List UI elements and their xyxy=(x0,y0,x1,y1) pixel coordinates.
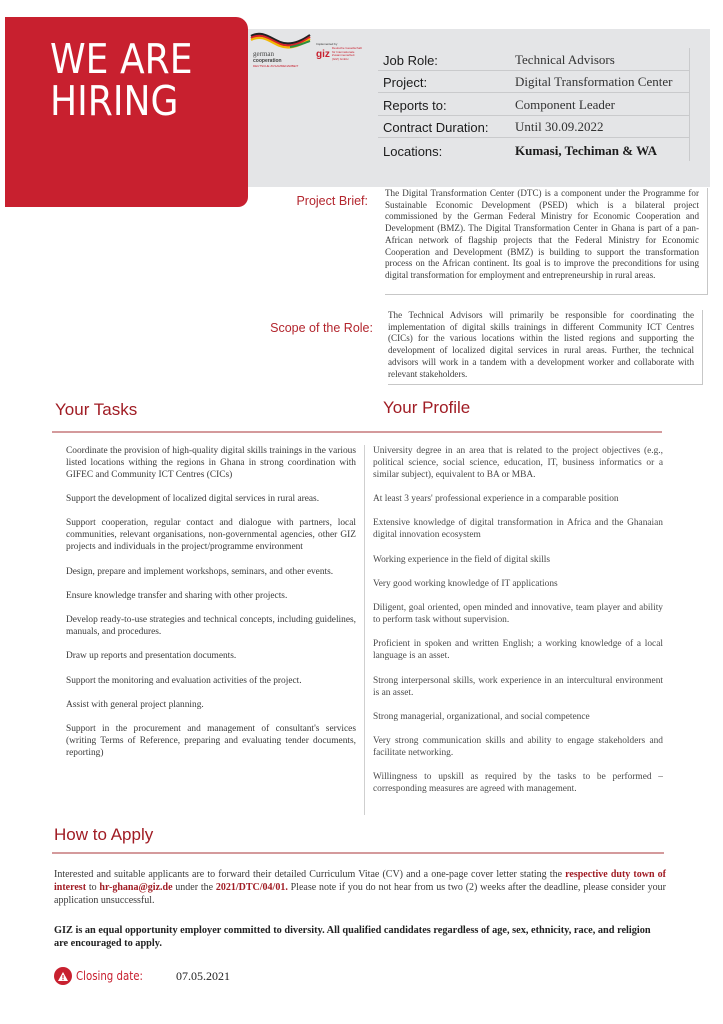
info-row-reports-to xyxy=(378,93,690,116)
info-row-contract-duration xyxy=(378,116,690,139)
info-row-job-role xyxy=(378,48,690,71)
section-divider xyxy=(52,431,662,433)
task-item: Design, prepare and implement workshops, seminars, and other events. xyxy=(66,566,334,577)
profile-list xyxy=(373,446,663,809)
task-item: Support the monitoring and evaluation activities of the project. xyxy=(66,675,302,686)
task-item: Assist with general project planning. xyxy=(66,699,204,710)
german-cooperation-flag-icon xyxy=(250,32,312,50)
project-brief-label: Project Brief: xyxy=(296,194,368,208)
info-value: Until 30.09.2022 xyxy=(515,119,604,135)
closing-date-value: 07.05.2021 xyxy=(176,968,230,983)
info-value: Digital Transformation Center xyxy=(515,74,673,90)
giz-implemented-by: Implemented by xyxy=(316,42,338,46)
project-brief-text: The Digital Transformation Center (DTC) is a component under the Programme for Sustainable Economic Development (PSED) which is a bilateral project commissioned by the German Federal Ministry for Economic Cooperation and Development (BMZ). The Digital Transformation Center in Ghana is part of a pan-African network of flagship projects that the Federal Ministry for Economic Cooperation and Development (BMZ) is building to support the transformation process on the African continent. Its goal is to improve the preconditions for using digital transformation for employment and entrepreneurship in rural areas. xyxy=(385,188,708,295)
apply-text: Please note if you do not hear from us two (2) weeks after the deadline, please consider your application unsuccessful. xyxy=(54,881,666,906)
apply-heading: How to Apply xyxy=(54,825,154,844)
apply-text: Interested and suitable applicants are to forward their detailed Curriculum Vitae (CV) and a one-page cover letter stating the xyxy=(54,869,566,880)
info-row-locations xyxy=(378,138,690,161)
logo-text-deutsche: DEUTSCHE ZUSAMMENARBEIT xyxy=(253,64,299,68)
giz-logo-row xyxy=(316,47,368,61)
task-item: Support in the procurement and management of consultant's services (writing Terms of Reference, preparing and evaluating tender documents, reporting) xyxy=(66,724,356,759)
giz-logo-block xyxy=(316,42,368,61)
profile-item: Willingness to upskill as required by the tasks to be performed – corresponding measures are agreed with management. xyxy=(373,772,663,795)
info-label: Reports to: xyxy=(383,97,447,113)
tasks-list xyxy=(66,446,356,772)
apply-text: under the xyxy=(172,881,216,893)
hiring-headline xyxy=(50,35,193,125)
task-item: Draw up reports and presentation documents. xyxy=(66,651,237,662)
logo-text-cooperation: cooperation xyxy=(253,58,282,64)
profile-item: Working experience in the field of digital skills xyxy=(373,554,551,565)
scope-label: Scope of the Role: xyxy=(270,321,373,335)
column-divider xyxy=(364,445,365,815)
email-link[interactable]: hr-ghana@giz.de xyxy=(99,881,173,893)
info-label: Contract Duration: xyxy=(383,120,489,136)
headline-line-1: WE ARE xyxy=(50,35,193,83)
german-cooperation-logo xyxy=(253,51,298,68)
giz-subtitle: Deutsche Gesellschaft für Internationale Zusammenarbeit (GIZ) GmbH xyxy=(331,46,362,61)
headline-line-2: HIRING xyxy=(50,77,179,125)
profile-item: University degree in an area that is related to the project objectives (e.g., political science, social science, education, IT, business informatics or a similar subject), equivalent to BA or MBA. xyxy=(373,446,663,480)
giz-logo: giz xyxy=(316,48,330,60)
profile-item: Very good working knowledge of IT applications xyxy=(373,578,558,589)
task-item: Support the development of localized digital services in rural areas. xyxy=(66,494,320,505)
apply-text: to xyxy=(86,881,100,893)
warning-icon xyxy=(54,967,72,985)
logo-text-german: german xyxy=(253,50,274,58)
info-label: Locations: xyxy=(383,143,443,159)
info-value: Kumasi, Techiman & WA xyxy=(515,142,658,158)
partner-logos xyxy=(248,30,368,76)
profile-heading: Your Profile xyxy=(383,398,471,417)
profile-item: Proficient in spoken and written English; a working knowledge of a local language is an asset. xyxy=(373,639,663,662)
profile-item: Diligent, goal oriented, open minded and innovative, team player and ability to perform task without supervision. xyxy=(373,603,663,626)
profile-item: Extensive knowledge of digital transformation in Africa and the Ghanaian digital innovation ecosystem xyxy=(373,518,663,541)
apply-instructions xyxy=(54,869,666,907)
profile-item: At least 3 years' professional experience in a comparable position xyxy=(373,494,619,505)
info-label: Job Role: xyxy=(383,52,438,68)
closing-date-label: Closing date: xyxy=(76,969,143,983)
info-value: Technical Advisors xyxy=(515,51,615,67)
scope-text: The Technical Advisors will primarily be responsible for coordinating the implementation of digital skills trainings in different Community ICT Centres (CICs) for the various locations within the listed regions and supporting the development of localized digital services in rural areas. Further, the technical advisors will work in a tandem with a development worker and collaborate with relevant stakeholders. xyxy=(388,310,703,385)
equal-opportunity-statement: GIZ is an equal opportunity employer committed to diversity. All qualified candidates regardless of age, sex, ethnicity, race, and religion are encouraged to apply. xyxy=(54,925,651,949)
task-item: Develop ready-to-use strategies and technical concepts, including guidelines, manuals, and procedures. xyxy=(66,615,356,638)
job-info-table xyxy=(378,48,690,161)
info-value: Component Leader xyxy=(515,96,615,112)
info-label: Project: xyxy=(383,75,428,91)
duty-town-highlight: respective duty town of interest xyxy=(54,869,666,893)
reference-number: 2021/DTC/04/01. xyxy=(215,881,288,893)
task-item: Support cooperation, regular contact and dialogue with partners, local communities, relevant organisations, non-governmental agencies, other GIZ projects and individuals in the project/programme environment xyxy=(66,518,356,553)
info-row-project xyxy=(378,71,690,94)
closing-date-row xyxy=(54,967,230,985)
task-item: Coordinate the provision of high-quality digital skills trainings in the various listed locations withing the regions in Ghana in strong coordination with GIFEC and Community ICT Centres (CICs) xyxy=(66,446,356,480)
profile-item: Strong managerial, organizational, and social competence xyxy=(373,711,590,722)
profile-item: Very strong communication skills and ability to engage stakeholders and facilitate networking. xyxy=(373,736,663,759)
apply-divider xyxy=(52,852,664,854)
task-item: Ensure knowledge transfer and sharing with other projects. xyxy=(66,590,288,601)
profile-item: Strong interpersonal skills, work experience in an intercultural environment is an asset. xyxy=(373,675,663,698)
tasks-heading: Your Tasks xyxy=(55,400,138,419)
